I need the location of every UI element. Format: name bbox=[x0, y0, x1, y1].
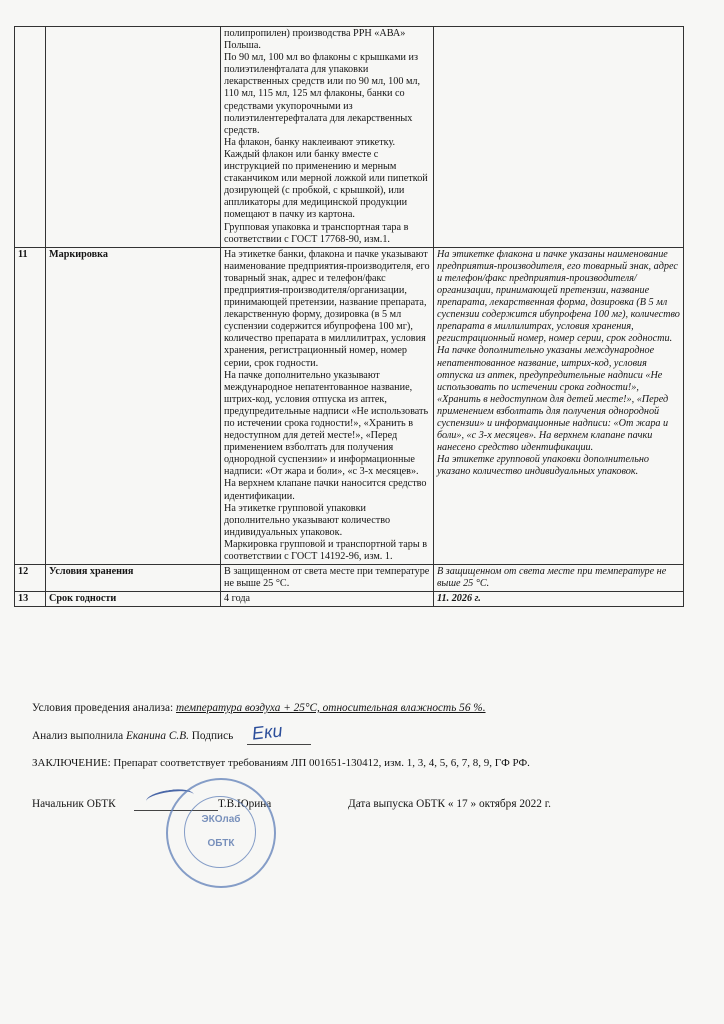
row-name-cell: Маркировка bbox=[46, 247, 221, 564]
requirement-paragraph: На этикетке групповой упаковки дополнительно указывают количество индивидуальных упаковок. bbox=[224, 502, 391, 538]
requirement-cell bbox=[221, 27, 434, 248]
analyst-line bbox=[32, 730, 233, 742]
analyst-signature: Еки bbox=[250, 720, 284, 744]
result-cell: 11. 2026 г. bbox=[434, 592, 684, 607]
result-cell bbox=[434, 27, 684, 248]
requirement-paragraph: По 90 мл, 100 мл во флаконы с крышками из полиэтиленфталата для упаковки лекарственных средств или по 90 мл, 100 мл, 110 мл, 115 мл, 125 мл флаконы, банки со средствами укупорочными из полиэтилентерефталата для лекарственных средств. bbox=[224, 52, 421, 136]
result-paragraph: На пачке дополнительно указаны международное непатентованное название, штрих-код, условия отпуска из аптек, предупредительные надписи «Не использовать по истечении срока годности!», «Хранить в недоступном для детей месте!», «Перед применением взболтать для получения однородной суспензии» и информационные надписи: «От жара и боли», «с 3-х месяцев». На верхнем клапане пачки нанесено средство идентификации. bbox=[437, 345, 669, 454]
row-name-cell: Срок годности bbox=[46, 592, 221, 607]
requirement-paragraph: На этикетке банки, флакона и пачке указывают наименование предприятия-производителя, его товарный знак, адрес и телефон/факс предприятия-производителя/организации, принимающей претензии, название препарата, лекарственную форму, дозировка (в 5 мл суспензии содержится ибупрофена 100 мг), количество препарата в миллилитрах, условия хранения, регистрационный номер, номер серии, срок годности. bbox=[224, 248, 430, 369]
row-number-cell: 12 bbox=[15, 565, 46, 592]
signature-label: Подпись bbox=[191, 730, 234, 742]
conditions-value: температура воздуха + 25°С, относительная влажность 56 %. bbox=[176, 702, 486, 714]
row-number-cell bbox=[15, 27, 46, 248]
otk-stamp bbox=[166, 778, 276, 888]
requirement-paragraph: полипропилен) производства РРН «АВА» Польша. bbox=[224, 28, 406, 52]
result-paragraph: На этикетке флакона и пачке указаны наименование предприятия-производителя, его товарный знак, адрес и телефон/факс предприятия-производителя/организации, принимающей претензии, название препарата, лекарственная форма, дозировка (В 5 мл суспензии содержится ибупрофена 100 мг), количество препарата в миллилитрах, условия хранения, регистрационный номер, номер серии, срок годности. bbox=[437, 248, 680, 345]
release-date bbox=[348, 798, 551, 810]
requirement-paragraph: Групповая упаковка и транспортная тара в соответствии с ГОСТ 17768-90, изм.1. bbox=[224, 221, 409, 245]
stamp-dept: ОБТК bbox=[207, 838, 235, 849]
conclusion: ЗАКЛЮЧЕНИЕ: Препарат соответствует требованиям ЛП 001651-130412, изм. 1, 3, 4, 5, 6, 7, 8, 9, ГФ РФ. bbox=[32, 757, 530, 769]
analyst-label: Анализ выполнила bbox=[32, 730, 124, 742]
conditions-label: Условия проведения анализа: bbox=[32, 702, 174, 714]
analyst-name: Еканина С.В. bbox=[125, 730, 189, 742]
result-cell: В защищенном от света месте при температуре не выше 25 °С. bbox=[434, 565, 684, 592]
requirement-paragraph: На флакон, банку наклеивают этикетку. bbox=[224, 136, 396, 148]
requirement-paragraph: Каждый флакон или банку вместе с инструкцией по применению и мерным стаканчиком или мерной ложкой или пипеткой дозирующей (с пробкой, с крышкой), или аппликаторы для медицинской продукции помещают в пачку из картона. bbox=[224, 148, 428, 221]
analysis-conditions bbox=[32, 702, 486, 714]
table-row bbox=[15, 27, 684, 248]
stamp-brand: ЭКОлаб bbox=[201, 814, 241, 825]
row-name-cell bbox=[46, 27, 221, 248]
stamp-inner-ring bbox=[184, 796, 256, 868]
result-paragraph: На этикетке групповой упаковки дополнительно указано количество индивидуальных упаковок. bbox=[437, 454, 650, 478]
requirement-cell: В защищенном от света месте при температуре не выше 25 °С. bbox=[221, 565, 434, 592]
row-name-cell: Условия хранения bbox=[46, 565, 221, 592]
requirement-cell bbox=[221, 247, 434, 564]
chief-name: Т.В.Юрина bbox=[218, 798, 272, 810]
table-row bbox=[15, 592, 684, 607]
requirement-paragraph: На пачке дополнительно указывают международное непатентованное название, штрих-код, условия отпуска из аптек, предупредительные надписи «Не использовать по истечении срока годности!», «Хранить в недоступном для детей месте!», «Перед применением взболтать для получения однородной суспензии» и информационные надписи: «От жара и боли», «с 3-х месяцев». На верхнем клапане пачки наносится средство идентификации. bbox=[224, 369, 429, 502]
requirement-cell: 4 года bbox=[221, 592, 434, 607]
row-number-cell: 11 bbox=[15, 247, 46, 564]
row-number-cell: 13 bbox=[15, 592, 46, 607]
result-cell bbox=[434, 247, 684, 564]
table-row bbox=[15, 565, 684, 592]
requirement-paragraph: Маркировка групповой и транспортной тары в соответствии с ГОСТ 14192-96, изм. 1. bbox=[224, 538, 428, 563]
release-date-value: « 17 » октября 2022 г. bbox=[447, 798, 551, 810]
chief-label: Начальник ОБТК bbox=[32, 798, 116, 810]
specification-table bbox=[14, 26, 684, 607]
table-row bbox=[15, 247, 684, 564]
release-label: Дата выпуска ОБТК bbox=[348, 798, 446, 810]
